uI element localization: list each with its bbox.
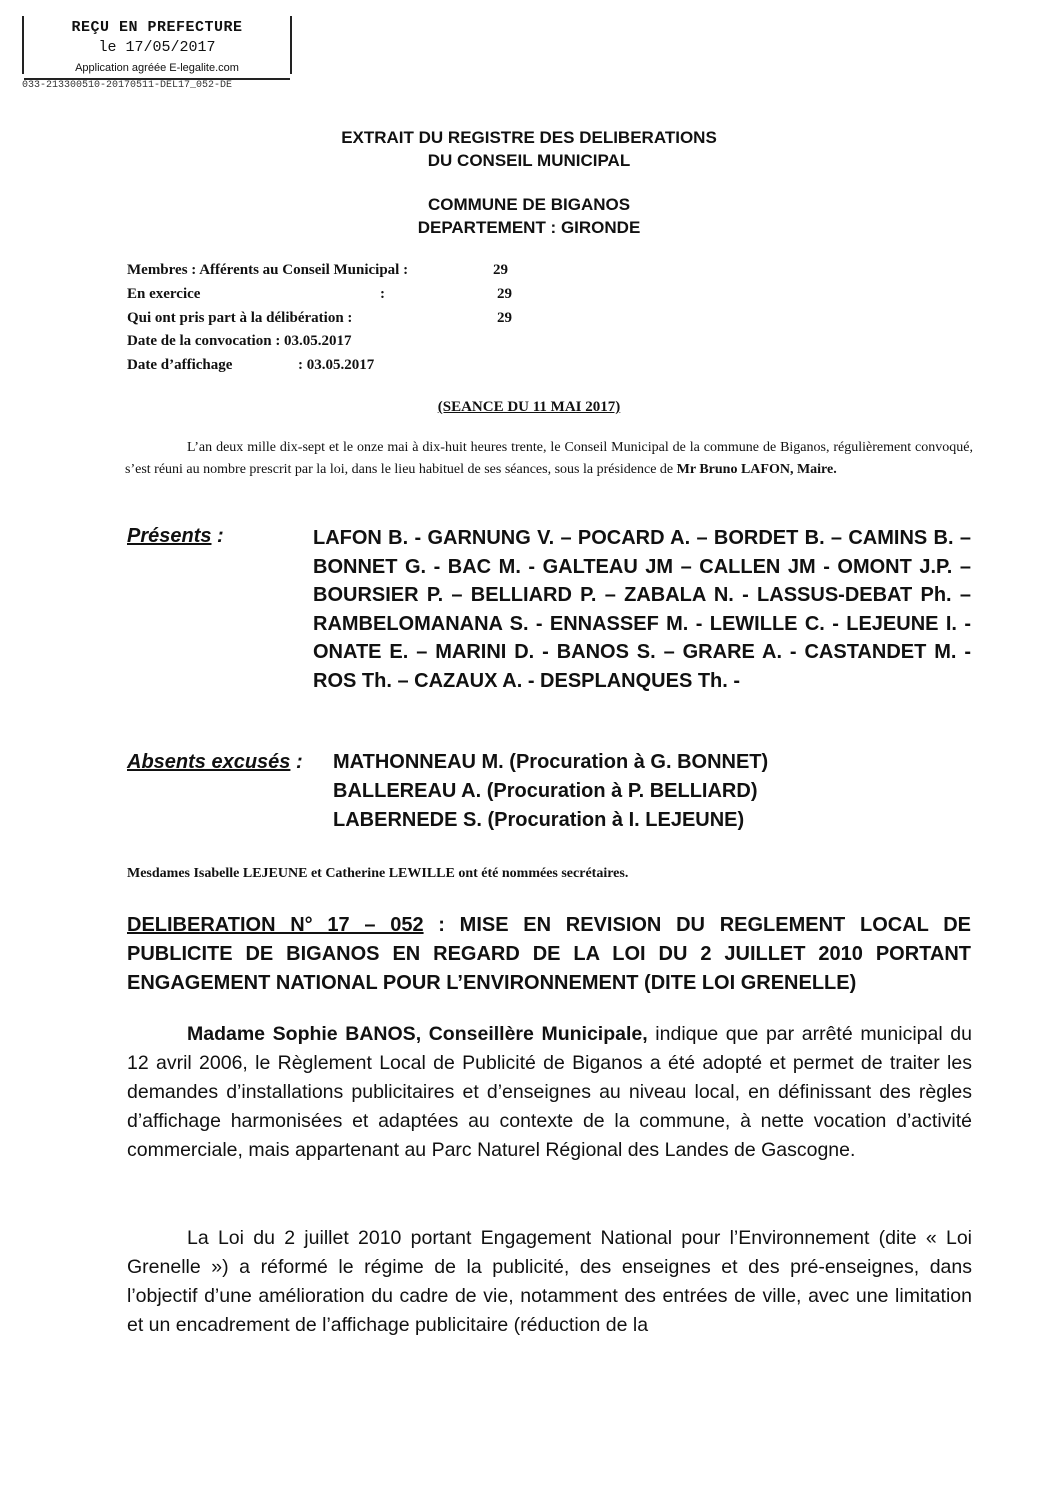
- absents-colon: :: [290, 751, 303, 773]
- header-line2: DU CONSEIL MUNICIPAL: [427, 151, 631, 170]
- presents-colon: :: [211, 525, 224, 547]
- deliberation-title: : MISE EN REVISION DU REGLEMENT LOCAL DE PUBLICITE DE BIGANOS EN REGARD DE LA LOI DU 2 JUILLET 2010 PORTANT ENGAGEMENT NATIONAL POUR L’ENVIRONNEMENT (DITE LOI GRENELLE): [127, 914, 971, 994]
- members-label: Membres : Afférents au Conseil Municipal :: [127, 262, 409, 278]
- intro-paragraph: [125, 437, 973, 481]
- body-p2-text: La Loi du 2 juillet 2010 portant Engagement National pour l’Environnement (dite « Loi Grenelle ») a réformé le régime de la publicité, des enseignes et des pré-enseignes, dans l’objectif d’une amélioration du cadre de vie, notamment des entrées de ville, avec une limitation et un encadrement de l’affichage publicitaire (réduction de la: [127, 1227, 972, 1336]
- stamp-reference: 033-213300510-20170511-DEL17_052-DE: [22, 80, 233, 91]
- header-line1: EXTRAIT DU REGISTRE DES DELIBERATIONS: [341, 128, 717, 147]
- stamp-date: le 17/05/2017: [98, 39, 216, 56]
- affichage-label: Date d’affichage: [127, 357, 233, 373]
- seance-title: (SEANCE DU 11 MAI 2017): [437, 399, 621, 415]
- body-paragraph-1: [127, 1020, 972, 1165]
- presents-label: Présents: [127, 525, 212, 547]
- participants-value: 29: [497, 310, 512, 326]
- exercice-colon: :: [380, 286, 385, 302]
- members-value: 29: [493, 262, 508, 278]
- absents-label: Absents excusés: [127, 751, 291, 773]
- stamp-app: Application agréée E-legalite.com: [75, 62, 239, 74]
- stamp-title: REÇU EN PREFECTURE: [71, 19, 243, 36]
- absent-item: MATHONNEAU M. (Procuration à G. BONNET): [333, 751, 769, 773]
- convocation-label: Date de la convocation : 03.05.2017: [127, 333, 352, 349]
- deliberation-number: DELIBERATION N° 17 – 052: [127, 914, 424, 936]
- exercice-label: En exercice: [127, 286, 201, 302]
- participants-label: Qui ont pris part à la délibération :: [127, 310, 353, 326]
- intro-president: Mr Bruno LAFON, Maire.: [676, 462, 837, 477]
- affichage-value: : 03.05.2017: [298, 357, 375, 373]
- prefecture-stamp: [22, 16, 292, 74]
- body-paragraph-2: [127, 1224, 972, 1340]
- header-commune: COMMUNE DE BIGANOS: [427, 195, 631, 214]
- exercice-value: 29: [497, 286, 512, 302]
- presents-label-wrap: [127, 525, 224, 548]
- intro-text: L’an deux mille dix-sept et le onze mai à dix-huit heures trente, le Conseil Municipal de la commune de Biganos, régulièrement convoqué, s’est réuni au nombre prescrit par la loi, dans le lieu habituel de ses séances, sous la présidence de: [125, 440, 973, 477]
- secretaires-line: Mesdames Isabelle LEJEUNE et Catherine LEWILLE ont été nommées secrétaires.: [127, 866, 629, 881]
- header-departement: DEPARTEMENT : GIRONDE: [417, 218, 641, 237]
- body-p1-text: indique que par arrêté municipal du 12 avril 2006, le Règlement Local de Publicité de Biganos a été adopté et permet de traiter les demandes d’installations publicitaires et d’enseignes au niveau local, en définissant des règles d’affichage harmonisées et adaptées au contexte de la commune, à nette vocation d’activité commerciale, mais appartenant au Parc Naturel Régional des Landes de Gascogne.: [127, 1023, 972, 1161]
- absent-item: BALLEREAU A. (Procuration à P. BELLIARD): [333, 780, 758, 802]
- absents-label-wrap: [127, 751, 303, 774]
- presents-names: LAFON B. - GARNUNG V. – POCARD A. – BORDET B. – CAMINS B. – BONNET G. - BAC M. - GALTEAU JM – CALLEN JM - OMONT J.P. – BOURSIER P. – BELLIARD P. – ZABALA N. - LASSUS-DEBAT Ph. – RAMBELOMANANA S. - ENNASSEF M. - LEWILLE C. - LEJEUNE I. - ONATE E. – MARINI D. - BANOS S. – GRARE A. - CASTANDET M. - ROS Th. – CAZAUX A. - DESPLANQUES Th. -: [313, 527, 971, 692]
- speaker: Madame Sophie BANOS, Conseillère Municipale,: [187, 1023, 648, 1045]
- absent-item: LABERNEDE S. (Procuration à I. LEJEUNE): [333, 809, 745, 831]
- deliberation-title-block: [127, 911, 971, 998]
